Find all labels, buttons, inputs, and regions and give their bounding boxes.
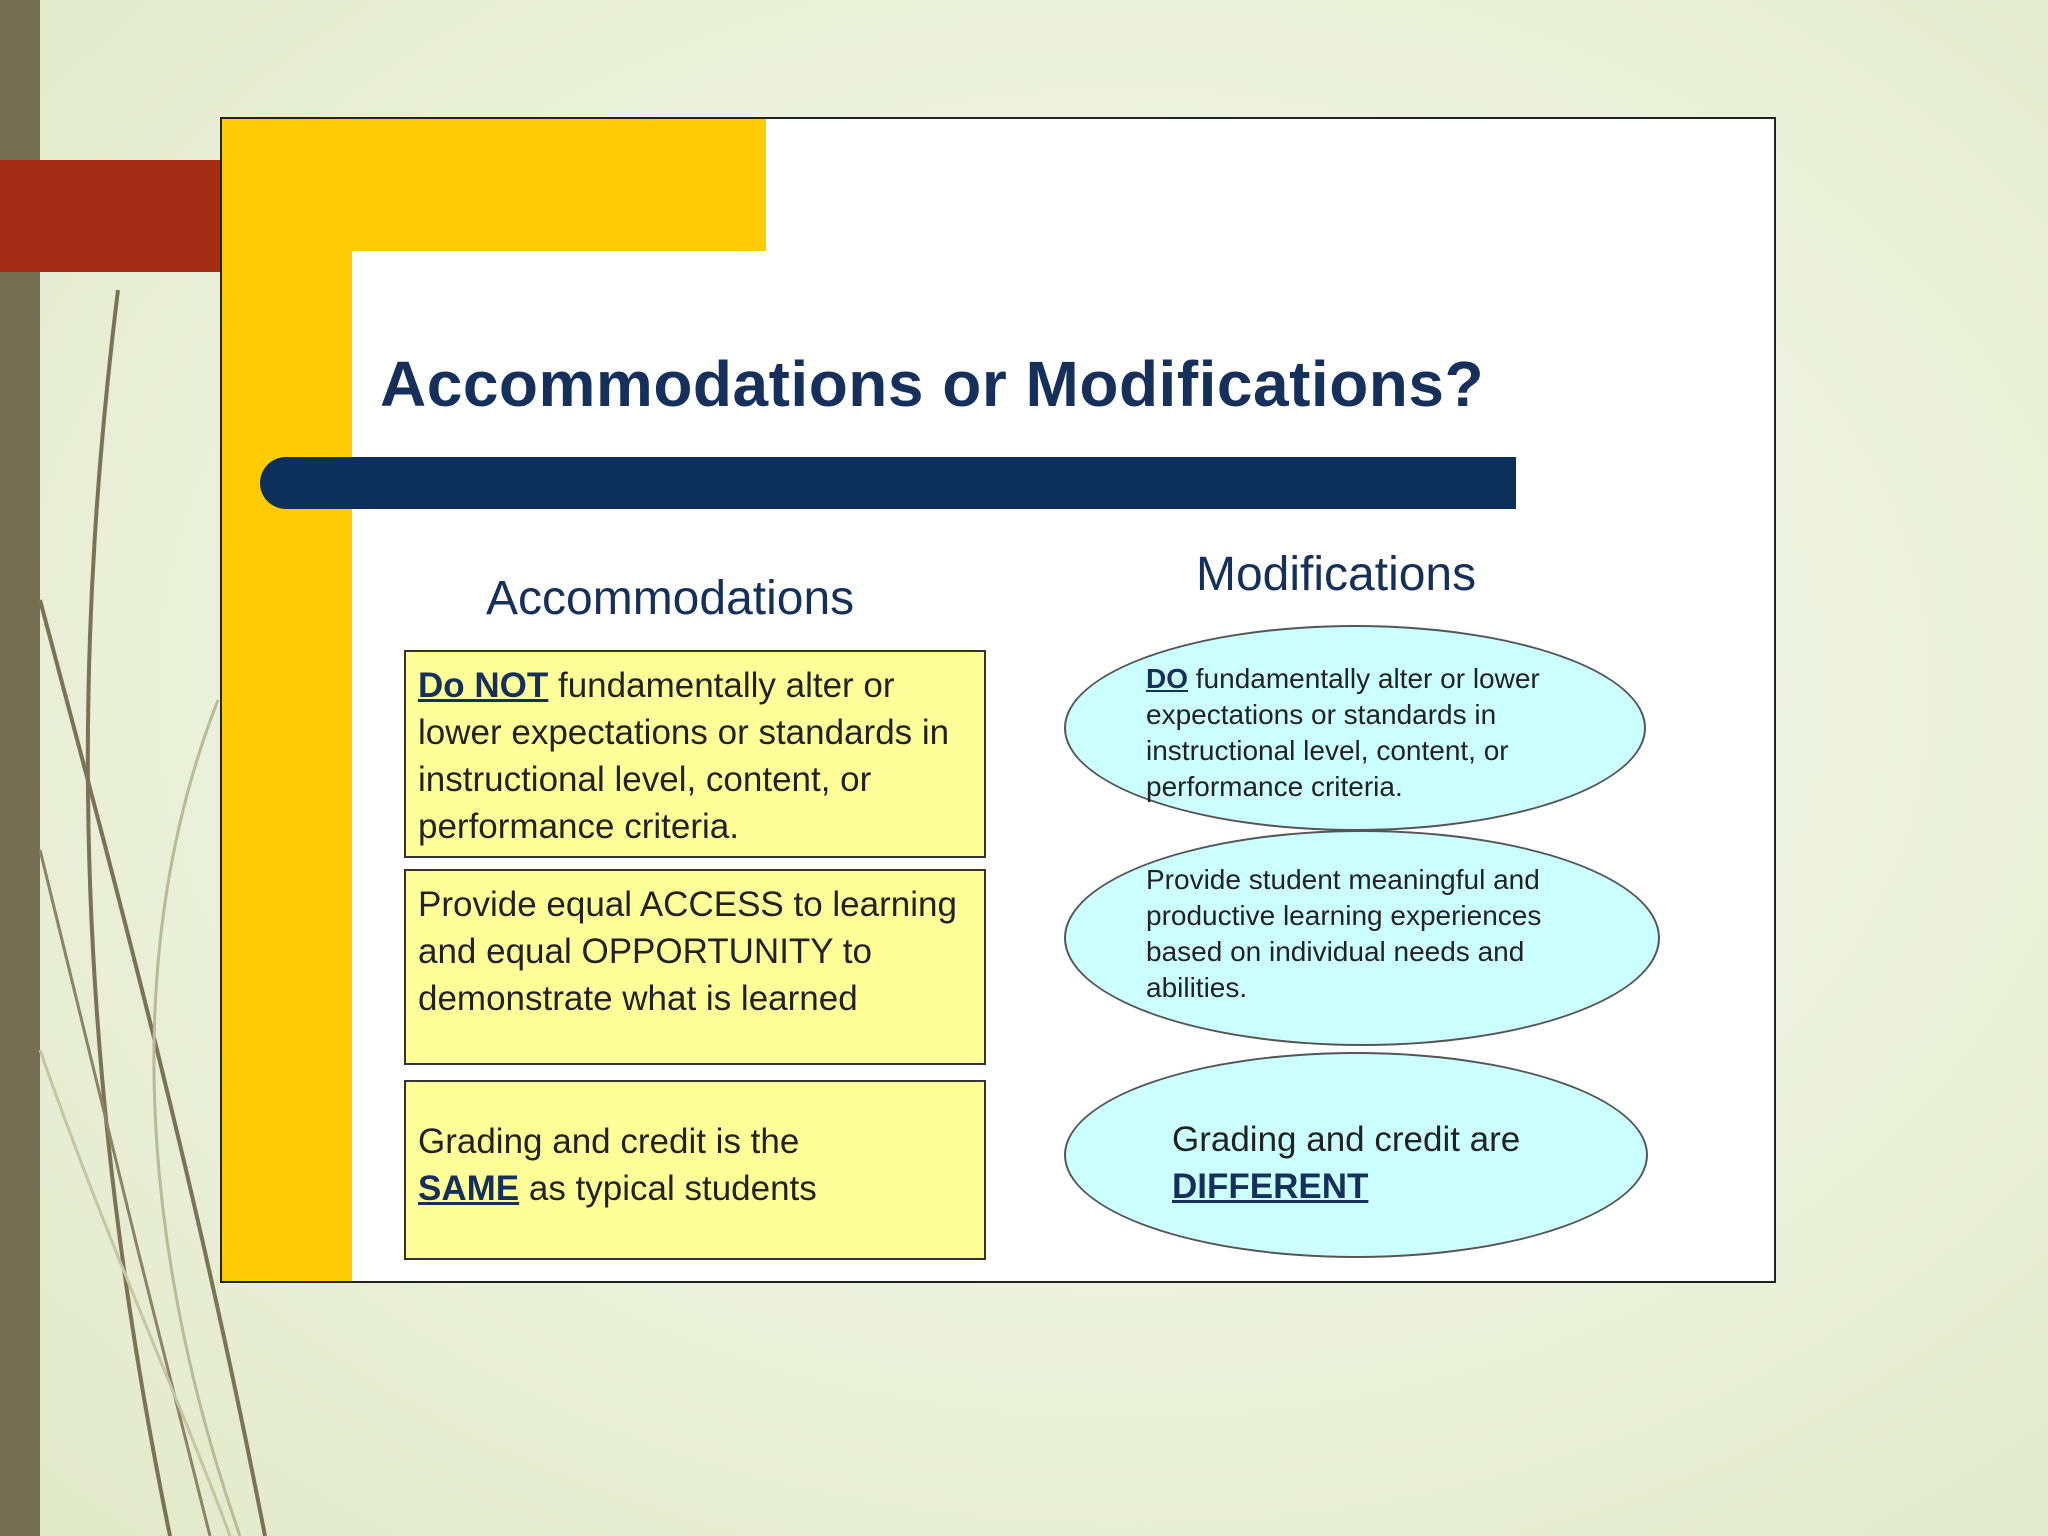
modifications-oval-expectations	[1064, 625, 1646, 831]
accommodations-heading: Accommodations	[486, 572, 855, 625]
title-underline-bar	[260, 457, 1516, 509]
box-text-post: as typical students	[519, 1169, 817, 1208]
modifications-heading: Modifications	[1196, 548, 1477, 601]
oval-text: Provide student meaningful and productive learning experiences based on individual needs and abilities.	[1146, 864, 1542, 1003]
accommodations-box-grading	[404, 1080, 986, 1260]
modifications-oval-experiences	[1064, 830, 1660, 1046]
slide-title: Accommodations or Modifications?	[380, 348, 1485, 420]
emphasis-text: DIFFERENT	[1172, 1167, 1369, 1206]
modifications-oval-grading	[1064, 1052, 1648, 1258]
oval-text-pre: Grading and credit are	[1172, 1120, 1521, 1159]
yellow-left-band	[222, 119, 352, 1281]
box-text-pre: Grading and credit is the	[418, 1122, 800, 1161]
oval-text: fundamentally alter or lower expectations or standards in instructional level, content, or performance criteria.	[1146, 663, 1540, 802]
box-text: fundamentally alter or lower expectations or standards in instructional level, content, or performance criteria.	[418, 666, 950, 846]
accommodations-box-expectations	[404, 650, 986, 858]
accommodations-box-access	[404, 869, 986, 1065]
red-accent-block	[0, 160, 222, 272]
emphasis-text: DO	[1146, 663, 1188, 694]
emphasis-text: SAME	[418, 1169, 520, 1208]
slide-image	[220, 117, 1776, 1283]
emphasis-text: Do NOT	[418, 666, 549, 705]
box-text: Provide equal ACCESS to learning and equal OPPORTUNITY to demonstrate what is learned	[418, 885, 957, 1018]
